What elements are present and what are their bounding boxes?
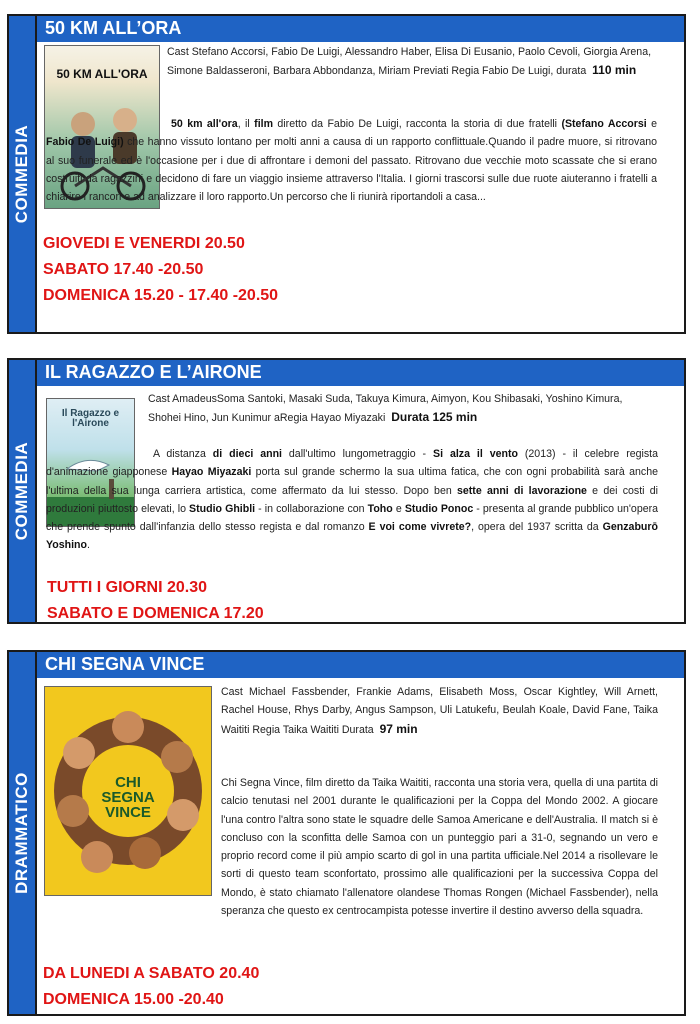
movie-credits: Cast Michael Fassbender, Frankie Adams, Elisabeth Moss, Oscar Kightley, Will Arnett, Rachel House, Rhys Darby, Angus Sampson, Uli Latukefu, Beulah Koale, David Fane, Taika Waititi Regia Taika Waititi Durata 97 min (221, 686, 658, 736)
genre-sidebar (9, 360, 37, 622)
showtime-line: TUTTI I GIORNI 20.30 (47, 579, 208, 596)
synopsis-text: Chi Segna Vince, film diretto da Taika Waititi, racconta una storia vera, quella di una partita di calcio tenutasi nel 2001 durante le qualificazioni per la Coppa del Mondo 2002. A giocare l'una contro l'altra sono state le squadre delle Samoa Americane e dell'Australia. Il match si è concluso con la sconfitta delle Samoa con un punteggio pari a 31-0, segnando un vero e proprio record come il più ampio scarto di gol in una partita ufficiale.Nel 2014 a risollevare le sorti di questo team sconfortato, prossimo alle qualificazioni per la successiva Coppa del Mondo, è stato chiamato l'allenatore olandese Thomas Rongen (Michael Fassbender), nella speranza che questo ex centrocampista potesse invertire il destino avverso della squadra. (221, 777, 658, 918)
movie-title: 50 KM ALL’ORA (45, 18, 182, 38)
showtime-line: DOMENICA 15.00 -20.40 (43, 991, 224, 1008)
showtimes (43, 961, 259, 1013)
genre-label: COMMEDIA (12, 124, 31, 224)
movie-synopsis: A distanza di dieci anni dall'ultimo lungometraggio - Si alza il vento (2013) - il celebre regista d'animazione giapponese Hayao Miyazaki porta sul grande schermo la sua ultima fatica, che con ogni probabilità sarà anche l'ultima della sua lunga carriera artistica, come affermato da lui stesso. Dopo ben sette anni di lavorazione e dei costi di produzioni piuttosto elevati, lo Studio Ghibli - in collaborazione con Toho e Studio Ponoc - presenta al grande pubblico un'opera che prende spunto dall'infanzia dello stesso regista e dal romanzo E voi come vivrete?, opera del 1937 scritta da Genzaburō Yoshino. (46, 448, 659, 552)
movie-synopsis: 50 km all'ora, il film diretto da Fabio De Luigi, racconta la storia di due fratelli (Stefano Accorsi e Fabio De Luigi) che hanno vissuto lontano per molti anni a causa di un rapporto conflittuale.Quando il padre muore, si ritrovano al suo funerale ed è l'occasione per i due di affrontare i demoni del passato. Ritrovano due vecchie moto scassate che si erano costruiti da ragazzini e decidono di fare un viaggio insieme attraverso l'Italia. I giorni trascorsi sulle due ruote aiuteranno i fratelli a chiarire i rancori e ad analizzare il loro rapporto.Un percorso che li riunirà riportandoli a casa... (46, 118, 657, 204)
showtime-line: DOMENICA 15.20 - 17.40 -20.50 (43, 287, 279, 304)
movie-synopsis (9, 774, 658, 920)
movie-title: CHI SEGNA VINCE (45, 654, 205, 674)
movie-card-50-km-allora (7, 14, 686, 334)
poster-title: 50 KM ALL'ORA (56, 67, 148, 81)
showtime-line: GIOVEDI E VENERDI 20.50 (43, 235, 245, 252)
movie-card-il-ragazzo-e-lairone (7, 358, 686, 624)
movie-duration: 97 min (379, 721, 418, 736)
showtimes (47, 575, 264, 627)
movie-duration: 110 min (592, 63, 637, 78)
genre-label: COMMEDIA (12, 441, 31, 541)
title-bar (37, 360, 684, 386)
movie-credits: Cast Stefano Accorsi, Fabio De Luigi, Alessandro Haber, Elisa Di Eusanio, Paolo Cevoli, Giorgia Arena, Simone Baldasseroni, Barbara Abbondanza, Miriam Previati Regia Fabio De Luigi, durata 110 min (167, 46, 652, 78)
genre-label: DRAMMATICO (12, 772, 31, 894)
showtimes (43, 231, 278, 309)
movie-duration: Durata 125 min (391, 410, 478, 425)
poster-title: CHI SEGNA VINCE (101, 774, 155, 821)
showtime-line: SABATO E DOMENICA 17.20 (47, 605, 264, 622)
movie-credits: Cast AmadeusSoma Santoki, Masaki Suda, Takuya Kimura, Aimyon, Kou Shibasaki, Yoshino Kimura, Shohei Hino, Jun Kunimur aRegia Hayao Miyazaki Durata 125 min (148, 393, 623, 425)
poster-title: Il Ragazzo e l'Airone (61, 408, 120, 429)
showtime-line: DA LUNEDI A SABATO 20.40 (43, 965, 260, 982)
movie-title: IL RAGAZZO E L’AIRONE (45, 362, 262, 382)
movie-card-chi-segna-vince (7, 650, 686, 1016)
genre-sidebar (9, 16, 37, 332)
title-bar (37, 16, 684, 42)
showtime-line: SABATO 17.40 -20.50 (43, 261, 204, 278)
title-bar (37, 652, 684, 678)
